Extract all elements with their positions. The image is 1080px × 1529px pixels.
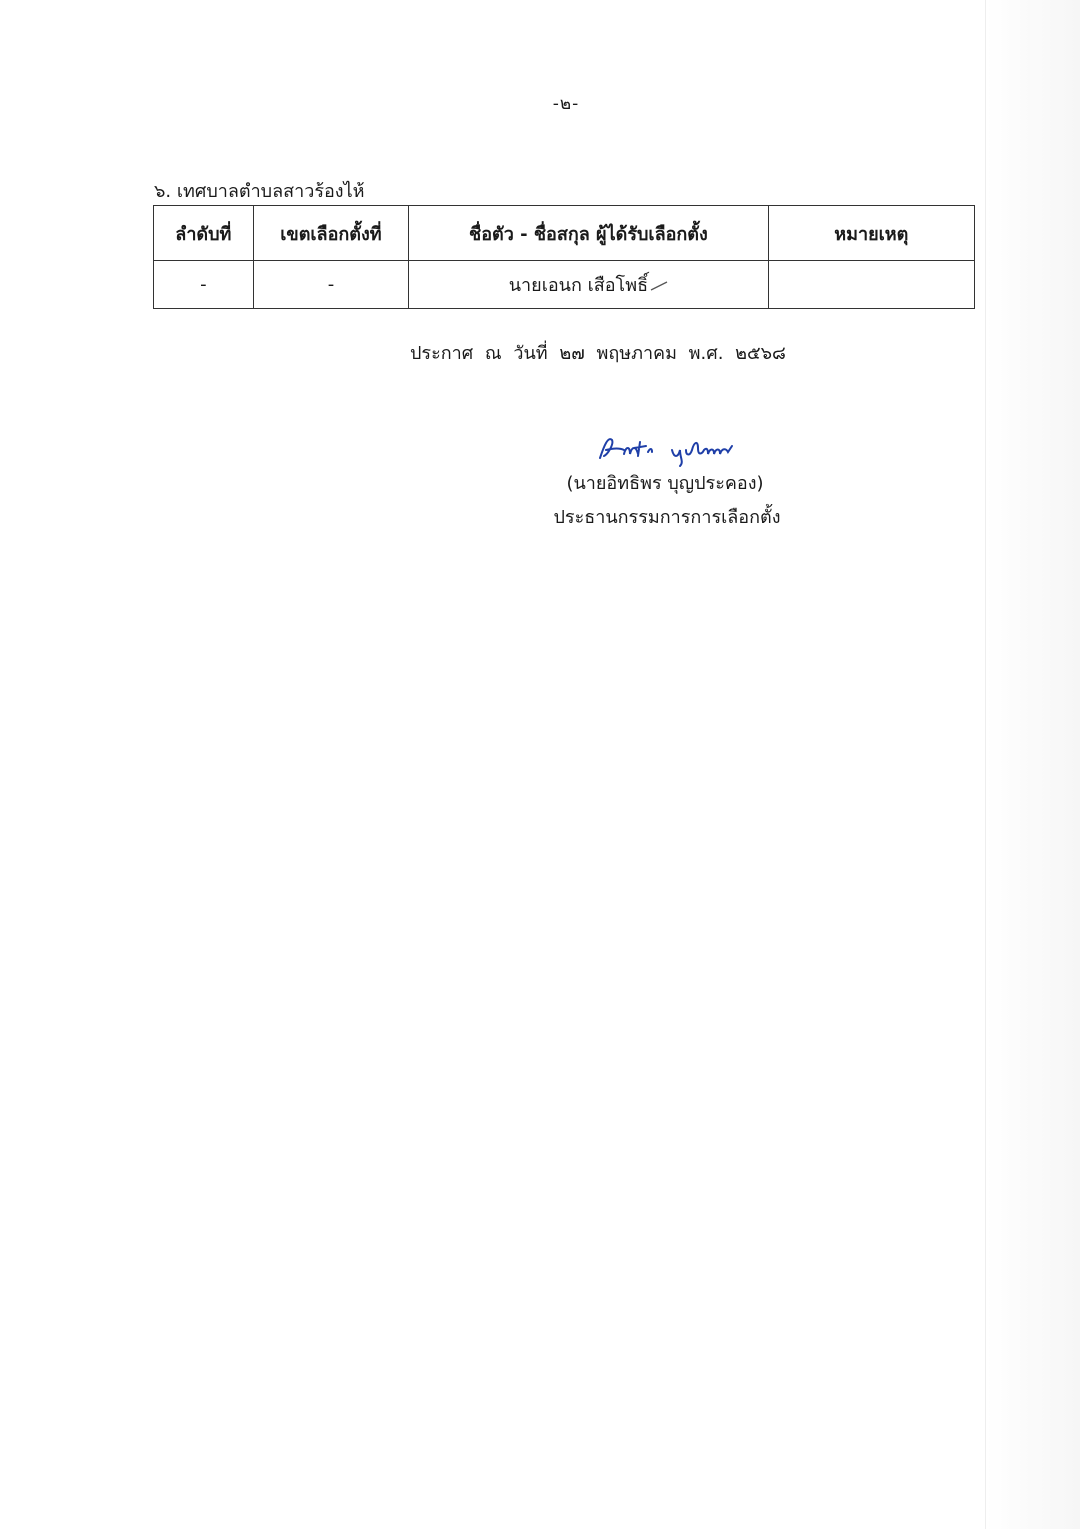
table-header-row: [154, 206, 975, 261]
header-order: ลำดับที่: [154, 206, 254, 261]
table-row: [154, 261, 975, 309]
cell-elected-name: [409, 261, 768, 309]
signer-title: ประธานกรรมการการเลือกตั้ง: [553, 507, 781, 528]
scan-edge-shadow: [986, 0, 1080, 1529]
page-number: -๒-: [552, 94, 580, 114]
announcement-date: ประกาศ ณ วันที่ ๒๗ พฤษภาคม พ.ศ. ๒๕๖๘: [410, 343, 786, 364]
header-remarks: หมายเหตุ: [768, 206, 974, 261]
pen-tick-mark: [650, 281, 668, 291]
header-constituency: เขตเลือกตั้งที่: [253, 206, 408, 261]
section-title: ๖. เทศบาลตำบลสาวร้องไห้: [154, 181, 365, 202]
cell-order: -: [154, 261, 254, 309]
election-results-table: [153, 205, 975, 309]
handwritten-signature: [594, 428, 744, 468]
cell-constituency: -: [253, 261, 408, 309]
header-elected-name: ชื่อตัว - ชื่อสกุล ผู้ได้รับเลือกตั้ง: [409, 206, 768, 261]
cell-remarks: [768, 261, 974, 309]
elected-name-text: นายเอนก เสือโพธิ์: [508, 275, 649, 296]
signer-name: (นายอิทธิพร บุญประคอง): [566, 473, 764, 494]
